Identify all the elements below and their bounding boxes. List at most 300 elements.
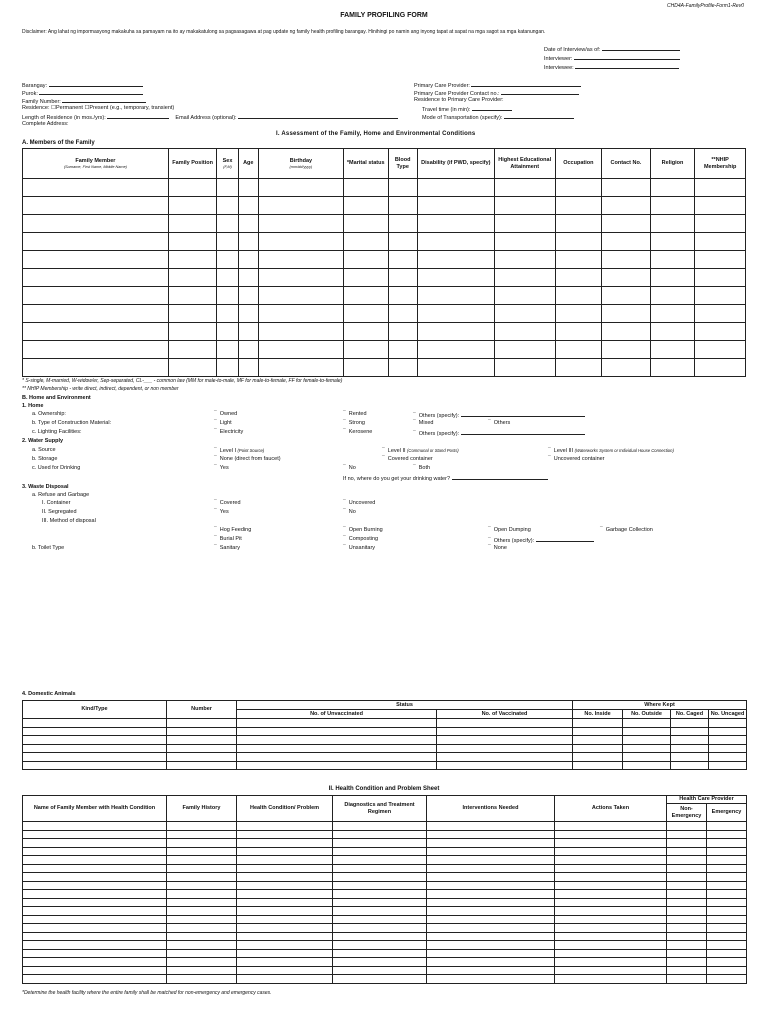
table-cell[interactable]: [623, 736, 671, 745]
table-cell[interactable]: [167, 839, 237, 848]
table-cell[interactable]: [237, 907, 333, 916]
table-cell[interactable]: [427, 839, 555, 848]
table-cell[interactable]: [555, 847, 667, 856]
table-cell[interactable]: [573, 736, 623, 745]
table-cell[interactable]: [333, 856, 427, 865]
table-cell[interactable]: [695, 233, 746, 251]
table-cell[interactable]: [667, 890, 707, 899]
table-cell[interactable]: [667, 822, 707, 831]
table-cell[interactable]: [23, 341, 169, 359]
table-cell[interactable]: [237, 898, 333, 907]
table-cell[interactable]: [650, 323, 695, 341]
table-cell[interactable]: [667, 932, 707, 941]
option-composting[interactable]: ¯ Composting: [343, 536, 378, 543]
table-cell[interactable]: [258, 341, 343, 359]
table-cell[interactable]: [343, 197, 388, 215]
table-cell[interactable]: [695, 251, 746, 269]
table-cell[interactable]: [168, 251, 217, 269]
table-cell[interactable]: [555, 269, 602, 287]
option-strong[interactable]: ¯ Strong: [343, 420, 365, 427]
table-cell[interactable]: [238, 305, 258, 323]
table-cell[interactable]: [417, 215, 494, 233]
table-cell[interactable]: [168, 341, 217, 359]
table-cell[interactable]: [417, 269, 494, 287]
table-cell[interactable]: [388, 269, 417, 287]
table-cell[interactable]: [217, 179, 238, 197]
table-cell[interactable]: [555, 179, 602, 197]
option-level3[interactable]: ¯ Level III (Waterworks System or Individual House Connection): [548, 447, 674, 455]
table-cell[interactable]: [258, 179, 343, 197]
table-cell[interactable]: [333, 881, 427, 890]
option-toilet-none[interactable]: ¯ None: [488, 545, 507, 552]
pcp-field[interactable]: Primary Care Provider:: [414, 81, 581, 90]
table-cell[interactable]: [695, 341, 746, 359]
complete-address-field[interactable]: Complete Address:: [22, 121, 69, 127]
table-cell[interactable]: [602, 215, 651, 233]
table-cell[interactable]: [427, 958, 555, 967]
table-cell[interactable]: [237, 727, 437, 736]
pcp-contact-field[interactable]: Primary Care Provider Contact no.:: [414, 89, 579, 98]
table-cell[interactable]: [23, 736, 167, 745]
table-cell[interactable]: [168, 323, 217, 341]
table-cell[interactable]: [343, 305, 388, 323]
table-cell[interactable]: [217, 251, 238, 269]
table-cell[interactable]: [602, 323, 651, 341]
table-cell[interactable]: [494, 269, 555, 287]
table-cell[interactable]: [333, 949, 427, 958]
transport-field[interactable]: Mode of Transportation (specify):: [422, 113, 574, 122]
table-cell[interactable]: [238, 287, 258, 305]
table-cell[interactable]: [709, 719, 747, 728]
table-cell[interactable]: [167, 966, 237, 975]
table-cell[interactable]: [167, 975, 237, 984]
table-cell[interactable]: [427, 907, 555, 916]
table-cell[interactable]: [237, 847, 333, 856]
table-cell[interactable]: [343, 269, 388, 287]
table-cell[interactable]: [388, 323, 417, 341]
table-cell[interactable]: [602, 305, 651, 323]
table-cell[interactable]: [667, 975, 707, 984]
table-cell[interactable]: [555, 341, 602, 359]
table-cell[interactable]: [427, 847, 555, 856]
barangay-field[interactable]: Barangay:: [22, 81, 143, 90]
table-cell[interactable]: [667, 856, 707, 865]
table-cell[interactable]: [388, 287, 417, 305]
table-cell[interactable]: [555, 915, 667, 924]
table-cell[interactable]: [167, 941, 237, 950]
table-cell[interactable]: [217, 197, 238, 215]
table-cell[interactable]: [707, 822, 747, 831]
table-cell[interactable]: [417, 323, 494, 341]
table-cell[interactable]: [238, 179, 258, 197]
table-cell[interactable]: [494, 323, 555, 341]
table-cell[interactable]: [23, 744, 167, 753]
table-cell[interactable]: [623, 761, 671, 770]
table-cell[interactable]: [417, 287, 494, 305]
table-cell[interactable]: [555, 287, 602, 305]
table-cell[interactable]: [237, 915, 333, 924]
table-cell[interactable]: [258, 269, 343, 287]
table-cell[interactable]: [217, 233, 238, 251]
table-cell[interactable]: [602, 197, 651, 215]
table-cell[interactable]: [168, 197, 217, 215]
table-cell[interactable]: [333, 898, 427, 907]
table-cell[interactable]: [707, 864, 747, 873]
table-cell[interactable]: [388, 233, 417, 251]
purok-field[interactable]: Purok:: [22, 89, 143, 98]
option-sanitary[interactable]: ¯ Sanitary: [214, 545, 240, 552]
option-electricity[interactable]: ¯ Electricity: [214, 429, 243, 436]
table-cell[interactable]: [333, 847, 427, 856]
option-drinking-no[interactable]: ¯ No: [343, 465, 356, 472]
table-cell[interactable]: [23, 753, 167, 762]
interviewee-field[interactable]: Interviewee:: [544, 63, 679, 72]
table-cell[interactable]: [238, 341, 258, 359]
table-cell[interactable]: [417, 197, 494, 215]
email-field[interactable]: Email Address (optional):: [175, 115, 237, 121]
table-cell[interactable]: [494, 341, 555, 359]
table-cell[interactable]: [167, 753, 237, 762]
option-open-dumping[interactable]: ¯ Open Dumping: [488, 527, 531, 534]
table-cell[interactable]: [671, 719, 709, 728]
table-cell[interactable]: [388, 215, 417, 233]
table-cell[interactable]: [238, 323, 258, 341]
option-mixed[interactable]: ¯ Mixed: [413, 420, 433, 427]
table-cell[interactable]: [217, 359, 238, 377]
table-cell[interactable]: [333, 830, 427, 839]
table-cell[interactable]: [23, 233, 169, 251]
table-cell[interactable]: [167, 864, 237, 873]
checkbox-present[interactable]: ☐: [84, 105, 90, 111]
table-cell[interactable]: [237, 873, 333, 882]
table-cell[interactable]: [333, 966, 427, 975]
option-others-specify-ownership[interactable]: ¯ Others (specify):: [413, 411, 585, 420]
table-cell[interactable]: [650, 215, 695, 233]
table-cell[interactable]: [388, 179, 417, 197]
table-cell[interactable]: [237, 753, 437, 762]
table-cell[interactable]: [23, 359, 169, 377]
table-cell[interactable]: [709, 736, 747, 745]
table-cell[interactable]: [23, 890, 167, 899]
table-cell[interactable]: [573, 761, 623, 770]
interview-date-field[interactable]: Date of Interview/as of:: [544, 45, 680, 54]
table-cell[interactable]: [333, 873, 427, 882]
table-cell[interactable]: [667, 847, 707, 856]
table-cell[interactable]: [388, 341, 417, 359]
table-cell[interactable]: [237, 958, 333, 967]
table-cell[interactable]: [23, 179, 169, 197]
table-cell[interactable]: [602, 287, 651, 305]
table-cell[interactable]: [623, 719, 671, 728]
option-level1[interactable]: ¯ Level I (Point Source): [214, 447, 264, 455]
table-cell[interactable]: [238, 359, 258, 377]
table-cell[interactable]: [417, 305, 494, 323]
table-cell[interactable]: [555, 949, 667, 958]
table-cell[interactable]: [427, 873, 555, 882]
table-cell[interactable]: [168, 305, 217, 323]
table-cell[interactable]: [707, 941, 747, 950]
table-cell[interactable]: [695, 323, 746, 341]
table-cell[interactable]: [333, 932, 427, 941]
table-cell[interactable]: [650, 287, 695, 305]
table-cell[interactable]: [667, 941, 707, 950]
option-none-direct[interactable]: ¯ None (direct from faucet): [214, 456, 281, 463]
table-cell[interactable]: [167, 873, 237, 882]
table-cell[interactable]: [427, 898, 555, 907]
table-cell[interactable]: [168, 233, 217, 251]
table-cell[interactable]: [23, 907, 167, 916]
table-cell[interactable]: [707, 830, 747, 839]
table-cell[interactable]: [709, 727, 747, 736]
table-cell[interactable]: [237, 881, 333, 890]
table-cell[interactable]: [237, 830, 333, 839]
table-cell[interactable]: [343, 215, 388, 233]
table-cell[interactable]: [258, 287, 343, 305]
table-cell[interactable]: [23, 761, 167, 770]
table-cell[interactable]: [23, 958, 167, 967]
interviewer-field[interactable]: Interviewer:: [544, 54, 680, 63]
table-cell[interactable]: [555, 898, 667, 907]
table-cell[interactable]: [667, 958, 707, 967]
table-cell[interactable]: [168, 359, 217, 377]
table-cell[interactable]: [650, 269, 695, 287]
table-cell[interactable]: [437, 761, 573, 770]
table-cell[interactable]: [667, 966, 707, 975]
table-cell[interactable]: [602, 251, 651, 269]
table-cell[interactable]: [707, 856, 747, 865]
length-residence-field[interactable]: Length of Residence (in mos./yrs): Email Address (optional):: [22, 113, 398, 122]
option-garbage-collection[interactable]: ¯ Garbage Collection: [600, 527, 653, 534]
table-cell[interactable]: [238, 215, 258, 233]
table-cell[interactable]: [258, 215, 343, 233]
option-unsanitary[interactable]: ¯ Unsanitary: [343, 545, 375, 552]
option-kerosene[interactable]: ¯ Kerosene: [343, 429, 372, 436]
table-cell[interactable]: [671, 736, 709, 745]
table-cell[interactable]: [333, 907, 427, 916]
table-cell[interactable]: [217, 305, 238, 323]
table-cell[interactable]: [427, 830, 555, 839]
table-cell[interactable]: [573, 753, 623, 762]
table-cell[interactable]: [707, 958, 747, 967]
table-cell[interactable]: [671, 753, 709, 762]
table-cell[interactable]: [707, 881, 747, 890]
table-cell[interactable]: [555, 197, 602, 215]
table-cell[interactable]: [333, 915, 427, 924]
table-cell[interactable]: [695, 269, 746, 287]
option-segregated-yes[interactable]: ¯ Yes: [214, 509, 229, 516]
table-cell[interactable]: [427, 915, 555, 924]
table-cell[interactable]: [667, 915, 707, 924]
table-cell[interactable]: [167, 736, 237, 745]
table-cell[interactable]: [23, 839, 167, 848]
table-cell[interactable]: [23, 941, 167, 950]
table-cell[interactable]: [573, 727, 623, 736]
table-cell[interactable]: [707, 890, 747, 899]
table-cell[interactable]: [168, 287, 217, 305]
table-cell[interactable]: [437, 744, 573, 753]
table-cell[interactable]: [695, 215, 746, 233]
table-cell[interactable]: [23, 949, 167, 958]
option-drinking-both[interactable]: ¯ Both: [413, 465, 430, 472]
table-cell[interactable]: [555, 975, 667, 984]
table-cell[interactable]: [573, 744, 623, 753]
table-cell[interactable]: [667, 864, 707, 873]
table-cell[interactable]: [427, 864, 555, 873]
table-cell[interactable]: [707, 873, 747, 882]
table-cell[interactable]: [167, 924, 237, 933]
table-cell[interactable]: [709, 744, 747, 753]
table-cell[interactable]: [237, 924, 333, 933]
table-cell[interactable]: [333, 975, 427, 984]
table-cell[interactable]: [258, 197, 343, 215]
table-cell[interactable]: [427, 924, 555, 933]
table-cell[interactable]: [602, 341, 651, 359]
table-cell[interactable]: [167, 907, 237, 916]
table-cell[interactable]: [555, 966, 667, 975]
option-waste-others[interactable]: ¯ Others (specify):: [488, 536, 594, 545]
table-cell[interactable]: [167, 856, 237, 865]
table-cell[interactable]: [555, 830, 667, 839]
table-cell[interactable]: [437, 736, 573, 745]
table-cell[interactable]: [23, 251, 169, 269]
table-cell[interactable]: [671, 761, 709, 770]
option-owned[interactable]: ¯ Owned: [214, 411, 237, 418]
table-cell[interactable]: [555, 251, 602, 269]
table-cell[interactable]: [707, 966, 747, 975]
table-cell[interactable]: [707, 975, 747, 984]
table-cell[interactable]: [707, 898, 747, 907]
table-cell[interactable]: [555, 323, 602, 341]
table-cell[interactable]: [23, 864, 167, 873]
table-cell[interactable]: [237, 736, 437, 745]
table-cell[interactable]: [427, 856, 555, 865]
table-cell[interactable]: [494, 305, 555, 323]
table-cell[interactable]: [623, 753, 671, 762]
table-cell[interactable]: [555, 873, 667, 882]
table-cell[interactable]: [333, 864, 427, 873]
table-cell[interactable]: [555, 822, 667, 831]
table-cell[interactable]: [217, 287, 238, 305]
table-cell[interactable]: [667, 839, 707, 848]
table-cell[interactable]: [23, 932, 167, 941]
table-cell[interactable]: [23, 966, 167, 975]
table-cell[interactable]: [23, 924, 167, 933]
table-cell[interactable]: [167, 949, 237, 958]
table-cell[interactable]: [555, 907, 667, 916]
table-cell[interactable]: [650, 305, 695, 323]
table-cell[interactable]: [555, 359, 602, 377]
table-cell[interactable]: [709, 761, 747, 770]
table-cell[interactable]: [167, 761, 237, 770]
table-cell[interactable]: [388, 359, 417, 377]
table-cell[interactable]: [237, 941, 333, 950]
table-cell[interactable]: [23, 269, 169, 287]
table-cell[interactable]: [602, 233, 651, 251]
table-cell[interactable]: [167, 830, 237, 839]
table-cell[interactable]: [167, 719, 237, 728]
table-cell[interactable]: [237, 744, 437, 753]
option-rented[interactable]: ¯ Rented: [343, 411, 367, 418]
table-cell[interactable]: [695, 305, 746, 323]
table-cell[interactable]: [555, 215, 602, 233]
table-cell[interactable]: [667, 898, 707, 907]
table-cell[interactable]: [709, 753, 747, 762]
table-cell[interactable]: [238, 233, 258, 251]
option-others-material[interactable]: ¯ Others: [488, 420, 510, 427]
table-cell[interactable]: [427, 932, 555, 941]
table-cell[interactable]: [333, 958, 427, 967]
option-covered-container[interactable]: ¯ Covered container: [382, 456, 433, 463]
table-cell[interactable]: [23, 323, 169, 341]
table-cell[interactable]: [343, 341, 388, 359]
table-cell[interactable]: [217, 323, 238, 341]
table-cell[interactable]: [555, 941, 667, 950]
table-cell[interactable]: [167, 822, 237, 831]
option-waste-uncovered[interactable]: ¯ Uncovered: [343, 500, 375, 507]
table-cell[interactable]: [167, 915, 237, 924]
table-cell[interactable]: [343, 323, 388, 341]
table-cell[interactable]: [555, 233, 602, 251]
table-cell[interactable]: [168, 215, 217, 233]
option-segregated-no[interactable]: ¯ No: [343, 509, 356, 516]
table-cell[interactable]: [555, 890, 667, 899]
drinking-source-field[interactable]: If no, where do you get your drinking water?: [343, 474, 548, 483]
table-cell[interactable]: [23, 847, 167, 856]
table-cell[interactable]: [167, 890, 237, 899]
table-cell[interactable]: [417, 251, 494, 269]
table-cell[interactable]: [650, 233, 695, 251]
table-cell[interactable]: [167, 958, 237, 967]
table-cell[interactable]: [237, 975, 333, 984]
table-cell[interactable]: [343, 359, 388, 377]
table-cell[interactable]: [623, 727, 671, 736]
table-cell[interactable]: [667, 907, 707, 916]
table-cell[interactable]: [237, 966, 333, 975]
table-cell[interactable]: [602, 359, 651, 377]
table-cell[interactable]: [258, 233, 343, 251]
table-cell[interactable]: [555, 932, 667, 941]
table-cell[interactable]: [707, 847, 747, 856]
table-cell[interactable]: [333, 839, 427, 848]
table-cell[interactable]: [707, 949, 747, 958]
table-cell[interactable]: [555, 958, 667, 967]
table-cell[interactable]: [258, 251, 343, 269]
table-cell[interactable]: [427, 890, 555, 899]
table-cell[interactable]: [167, 744, 237, 753]
table-cell[interactable]: [427, 822, 555, 831]
table-cell[interactable]: [667, 949, 707, 958]
table-cell[interactable]: [23, 822, 167, 831]
table-cell[interactable]: [388, 197, 417, 215]
table-cell[interactable]: [437, 753, 573, 762]
table-cell[interactable]: [427, 975, 555, 984]
table-cell[interactable]: [427, 949, 555, 958]
table-cell[interactable]: [237, 719, 437, 728]
table-cell[interactable]: [343, 251, 388, 269]
table-cell[interactable]: [707, 924, 747, 933]
table-cell[interactable]: [343, 179, 388, 197]
table-cell[interactable]: [217, 341, 238, 359]
option-level2[interactable]: ¯ Level II (Communal or Stand Posts): [382, 447, 459, 455]
table-cell[interactable]: [237, 822, 333, 831]
table-cell[interactable]: [388, 305, 417, 323]
table-cell[interactable]: [23, 915, 167, 924]
table-cell[interactable]: [437, 719, 573, 728]
table-cell[interactable]: [695, 179, 746, 197]
table-cell[interactable]: [258, 323, 343, 341]
option-drinking-yes[interactable]: ¯ Yes: [214, 465, 229, 472]
table-cell[interactable]: [23, 197, 169, 215]
